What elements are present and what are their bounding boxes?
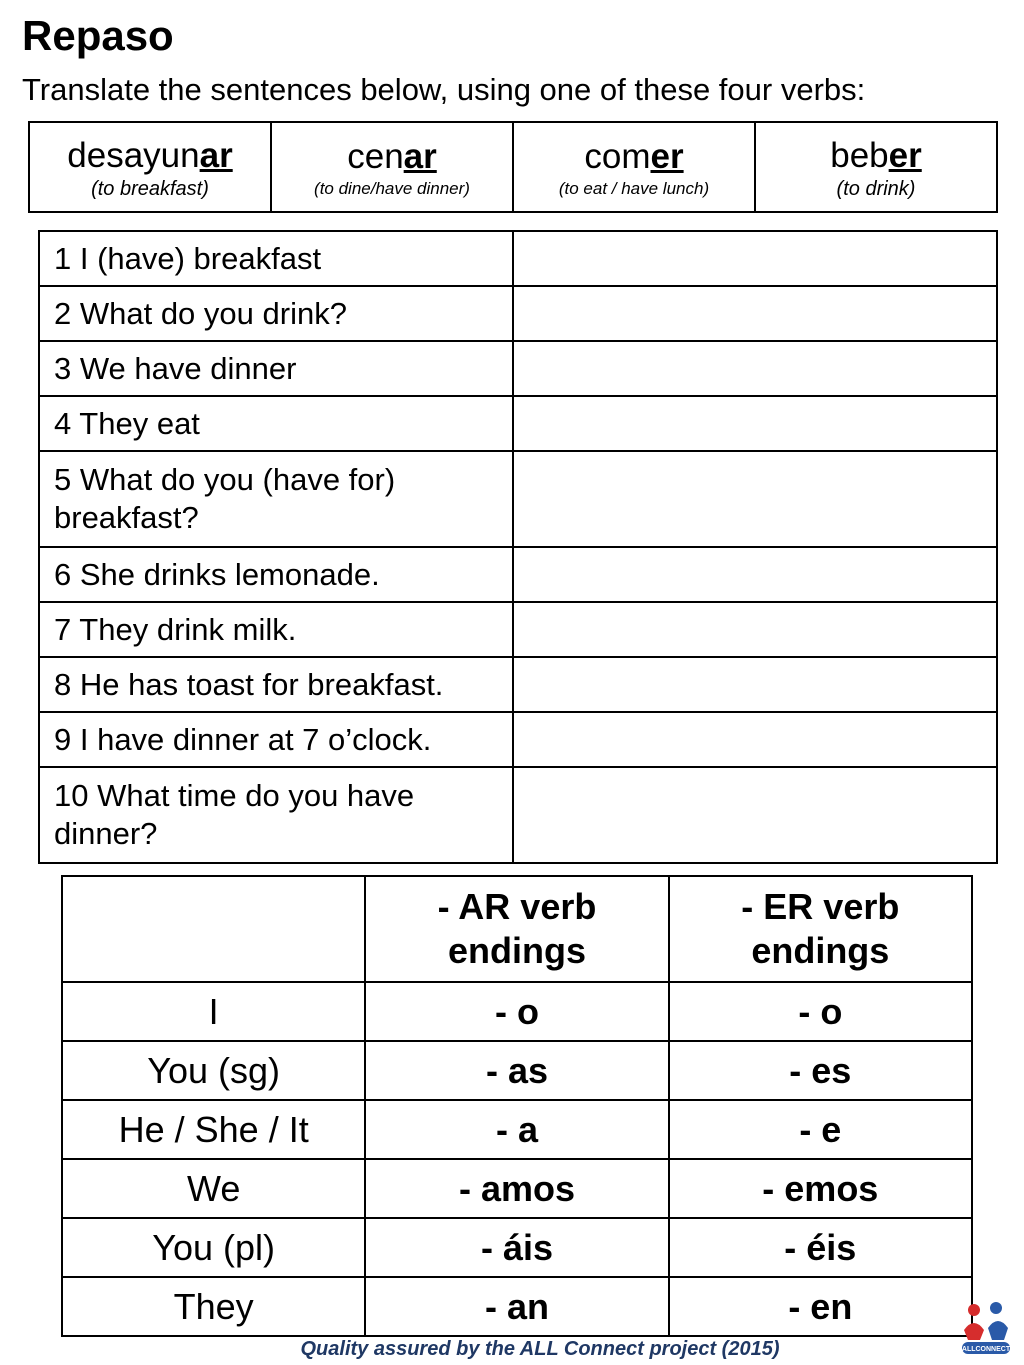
answer-cell[interactable] — [513, 767, 997, 863]
pronoun-cell: We — [62, 1159, 365, 1218]
verb-ending: er — [888, 135, 922, 175]
footer-credit: Quality assured by the ALL Connect project (2015) — [300, 1338, 780, 1360]
verb-table — [28, 121, 998, 213]
all-connect-logo-icon — [958, 1300, 1014, 1358]
table-row — [62, 1041, 972, 1100]
table-row — [39, 547, 997, 602]
table-row — [39, 451, 997, 547]
verb-cell-comer — [513, 122, 755, 212]
ar-ending-cell: - áis — [365, 1218, 668, 1277]
header-er-endings: - ER verb endings — [669, 876, 972, 982]
verb-word — [760, 136, 992, 176]
sentence-cell: 6 She drinks lemonade. — [39, 547, 513, 602]
answer-cell[interactable] — [513, 657, 997, 712]
sentence-cell: 1 I (have) breakfast — [39, 231, 513, 286]
verb-gloss: (to drink) — [836, 177, 916, 200]
verb-word — [518, 137, 750, 177]
sentence-cell: 3 We have dinner — [39, 341, 513, 396]
er-ending-cell: - o — [669, 982, 972, 1041]
er-ending-cell: - emos — [669, 1159, 972, 1218]
sentence-cell: 10 What time do you have dinner? — [39, 767, 513, 863]
pronoun-cell: You (pl) — [62, 1218, 365, 1277]
verb-stem: beb — [830, 135, 889, 175]
header-cell-empty — [62, 876, 365, 982]
verb-cell-desayunar — [29, 122, 271, 212]
pronoun-cell: I — [62, 982, 365, 1041]
answer-cell[interactable] — [513, 341, 997, 396]
instructions: Translate the sentences below, using one of these four verbs: — [22, 72, 866, 107]
verb-cell-beber — [755, 122, 997, 212]
table-row — [39, 286, 997, 341]
pronoun-cell: They — [62, 1277, 365, 1336]
answer-cell[interactable] — [513, 396, 997, 451]
verb-word — [34, 136, 266, 176]
answer-cell[interactable] — [513, 286, 997, 341]
table-row — [62, 1100, 972, 1159]
ar-ending-cell: - amos — [365, 1159, 668, 1218]
er-ending-cell: - en — [669, 1277, 972, 1336]
table-row — [39, 231, 997, 286]
sentence-cell: 8 He has toast for breakfast. — [39, 657, 513, 712]
ar-ending-cell: - a — [365, 1100, 668, 1159]
verb-gloss: (to dine/have dinner) — [314, 179, 470, 198]
svg-text:ALLCONNECT: ALLCONNECT — [961, 1346, 1011, 1353]
table-row — [62, 1218, 972, 1277]
answer-cell[interactable] — [513, 712, 997, 767]
verb-endings-table — [61, 875, 973, 1337]
sentence-cell: 9 I have dinner at 7 o’clock. — [39, 712, 513, 767]
table-row — [62, 982, 972, 1041]
translation-table — [38, 230, 998, 864]
sentence-cell: 7 They drink milk. — [39, 602, 513, 657]
verb-stem: desayun — [67, 135, 200, 175]
er-ending-cell: - e — [669, 1100, 972, 1159]
verb-gloss: (to eat / have lunch) — [558, 179, 710, 198]
verb-gloss: (to breakfast) — [91, 177, 209, 200]
verb-ending: ar — [403, 137, 437, 176]
header-ar-endings: - AR verb endings — [365, 876, 668, 982]
table-row — [39, 341, 997, 396]
table-row — [39, 602, 997, 657]
table-row — [39, 657, 997, 712]
verb-stem: cen — [347, 137, 404, 176]
verb-ending: ar — [199, 135, 233, 175]
verb-word — [276, 137, 508, 177]
page-title: Repaso — [22, 12, 174, 59]
table-row — [39, 396, 997, 451]
verb-stem: com — [584, 137, 651, 176]
answer-cell[interactable] — [513, 231, 997, 286]
sentence-cell: 4 They eat — [39, 396, 513, 451]
table-row — [39, 712, 997, 767]
verb-ending: er — [650, 137, 684, 176]
pronoun-cell: You (sg) — [62, 1041, 365, 1100]
ar-ending-cell: - as — [365, 1041, 668, 1100]
table-row — [39, 767, 997, 863]
er-ending-cell: - éis — [669, 1218, 972, 1277]
ar-ending-cell: - o — [365, 982, 668, 1041]
sentence-cell: 2 What do you drink? — [39, 286, 513, 341]
pronoun-cell: He / She / It — [62, 1100, 365, 1159]
table-row — [62, 1159, 972, 1218]
answer-cell[interactable] — [513, 451, 997, 547]
answer-cell[interactable] — [513, 602, 997, 657]
er-ending-cell: - es — [669, 1041, 972, 1100]
verb-cell-cenar — [271, 122, 513, 212]
sentence-cell: 5 What do you (have for) breakfast? — [39, 451, 513, 547]
ar-ending-cell: - an — [365, 1277, 668, 1336]
table-header-row — [62, 876, 972, 982]
answer-cell[interactable] — [513, 547, 997, 602]
table-row — [62, 1277, 972, 1336]
